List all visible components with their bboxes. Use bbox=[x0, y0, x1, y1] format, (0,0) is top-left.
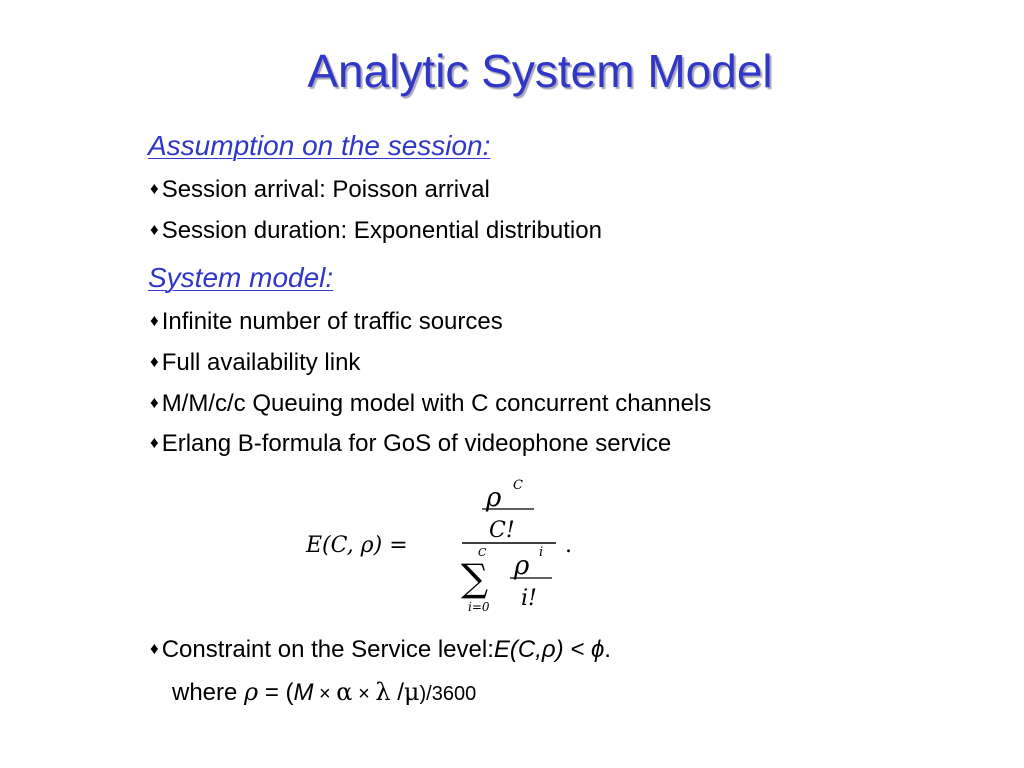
where-mu: μ bbox=[403, 678, 420, 706]
formula-numerator-exponent: C bbox=[513, 478, 523, 493]
constraint-expression: E(C,ρ) < ϕ bbox=[493, 636, 605, 663]
diamond-bullet-icon: ♦ bbox=[150, 393, 159, 412]
formula-term-exponent: i bbox=[539, 545, 544, 560]
bullet-erlang-b bbox=[150, 430, 671, 458]
diamond-bullet-icon: ♦ bbox=[150, 179, 159, 198]
section-heading-session-assumption: Assumption on the session: bbox=[148, 130, 491, 161]
where-tail: )/3600 bbox=[419, 683, 477, 705]
bullet-session-duration bbox=[150, 217, 602, 245]
diamond-bullet-icon: ♦ bbox=[150, 639, 159, 658]
bullet-queuing-model bbox=[150, 390, 711, 418]
formula-period: . bbox=[565, 533, 572, 558]
bullet-text: M/M/c/c Queuing model with C concurrent channels bbox=[161, 390, 712, 417]
bullet-session-arrival bbox=[150, 176, 490, 204]
diamond-bullet-icon: ♦ bbox=[150, 352, 159, 371]
where-slash: / bbox=[390, 679, 404, 706]
diamond-bullet-icon: ♦ bbox=[150, 311, 159, 330]
formula-numerator-rho: ρ bbox=[486, 483, 502, 513]
where-rho: ρ bbox=[244, 678, 259, 706]
diamond-bullet-icon: ♦ bbox=[150, 433, 159, 452]
bullet-text: Full availability link bbox=[161, 349, 361, 376]
where-lambda: λ bbox=[375, 678, 391, 706]
where-eq: = ( bbox=[258, 679, 294, 706]
formula-numerator-denominator: C! bbox=[489, 518, 515, 543]
bullet-text: Erlang B-formula for GoS of videophone service bbox=[161, 430, 672, 457]
diamond-bullet-icon: ♦ bbox=[150, 220, 159, 239]
bullet-infinite-sources bbox=[150, 308, 503, 336]
bullet-text: Session duration: Exponential distribution bbox=[161, 217, 602, 244]
formula-sum-upper-limit: C bbox=[478, 546, 487, 559]
where-alpha: α bbox=[336, 678, 353, 706]
where-M: M bbox=[293, 679, 314, 706]
section-heading-system-model: System model: bbox=[148, 262, 334, 293]
where-word: where bbox=[172, 679, 245, 706]
bullet-full-availability bbox=[150, 349, 360, 377]
bullet-text: Session arrival: Poisson arrival bbox=[161, 176, 490, 203]
formula-sum-symbol: ∑ bbox=[461, 556, 489, 600]
constraint-period: . bbox=[604, 636, 611, 663]
where-times-1: × bbox=[313, 683, 337, 705]
where-line bbox=[172, 678, 476, 707]
formula-sum-lower-limit: i=0 bbox=[468, 600, 490, 614]
bullet-text: Infinite number of traffic sources bbox=[161, 308, 503, 335]
formula-term-rho: ρ bbox=[514, 551, 530, 581]
constraint-text: Constraint on the Service level: bbox=[161, 636, 494, 663]
bullet-constraint bbox=[150, 636, 611, 664]
formula-lhs: E(C, ρ) = bbox=[306, 533, 408, 558]
formula-term-denominator: i! bbox=[521, 586, 537, 611]
slide-title: Analytic System Model bbox=[307, 45, 773, 97]
where-times-2: × bbox=[352, 683, 376, 705]
